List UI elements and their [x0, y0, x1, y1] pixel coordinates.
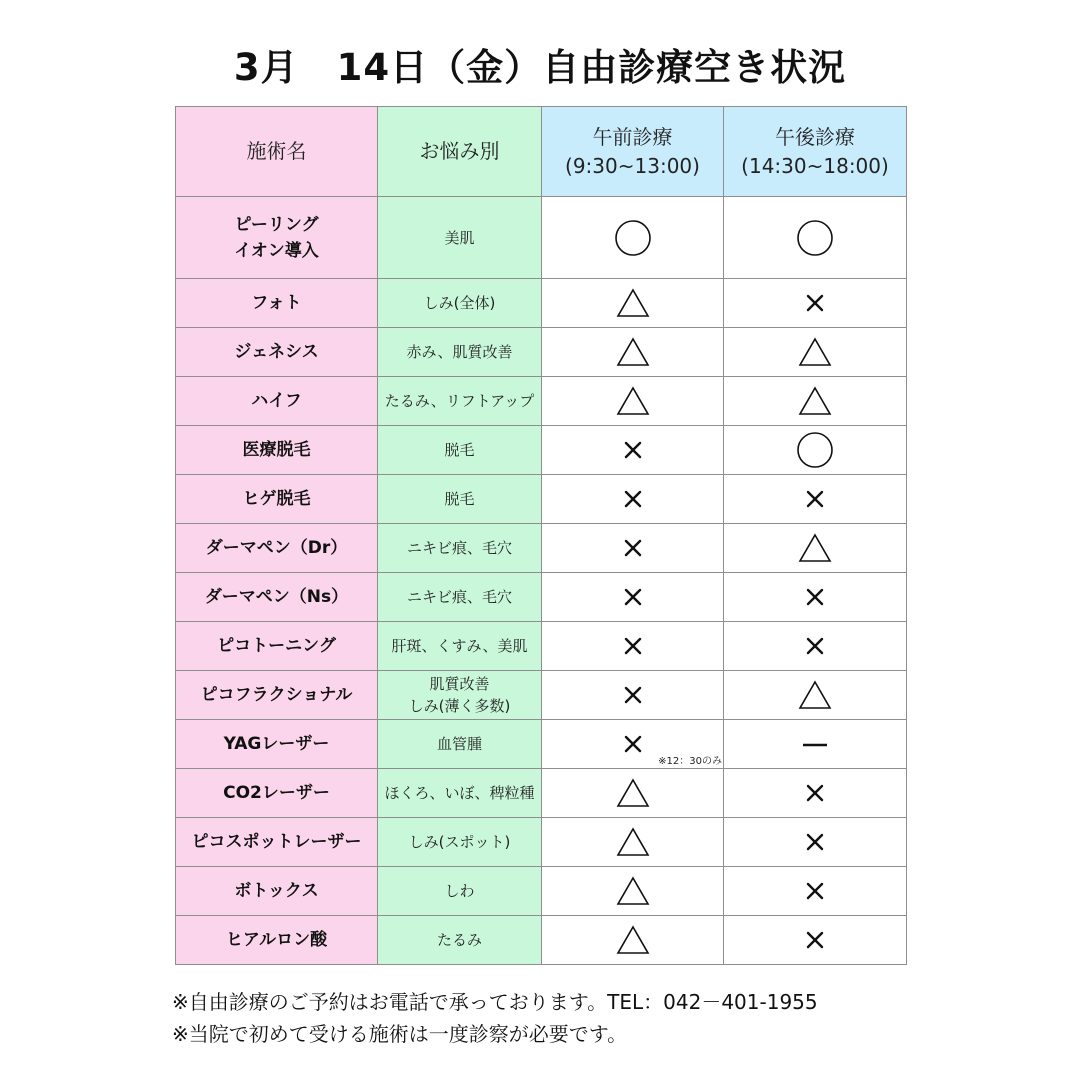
afternoon-availability-cell [724, 377, 907, 426]
table-header-row [176, 107, 907, 197]
cross-mark-icon [623, 587, 643, 607]
table-row [176, 328, 907, 377]
header-treatment-label: 施術名 [246, 139, 307, 163]
treatment-name: ダーマペン（Dr） [205, 538, 348, 558]
table-row [176, 573, 907, 622]
concern-text: 脱毛 [444, 441, 475, 459]
morning-availability-cell [542, 524, 724, 573]
afternoon-availability-cell [724, 916, 907, 965]
triangle-mark-icon [798, 533, 832, 563]
concern-text: たるみ、リフトアップ [384, 392, 535, 410]
concern-cell [378, 475, 542, 524]
cross-mark-icon [623, 734, 643, 754]
header-afternoon [724, 107, 907, 197]
morning-availability-cell [542, 377, 724, 426]
treatment-cell [176, 818, 378, 867]
treatment-cell [176, 426, 378, 475]
treatment-cell [176, 524, 378, 573]
concern-text: しみ(全体) [423, 294, 496, 312]
morning-availability-cell [542, 622, 724, 671]
treatment-cell [176, 671, 378, 720]
header-concern-label: お悩み別 [419, 139, 500, 163]
treatment-name: 医療脱毛 [242, 440, 311, 460]
concern-cell [378, 622, 542, 671]
treatment-name: ヒアルロン酸 [225, 930, 328, 950]
morning-availability-cell [542, 671, 724, 720]
treatment-cell [176, 769, 378, 818]
concern-cell [378, 328, 542, 377]
concern-cell [378, 426, 542, 475]
cross-mark-icon [623, 636, 643, 656]
header-morning-label: 午前診療 (9:30~13:00) [565, 124, 700, 178]
afternoon-availability-cell [724, 197, 907, 279]
cross-mark-icon [805, 293, 825, 313]
morning-availability-cell [542, 720, 724, 769]
treatment-cell [176, 279, 378, 328]
circle-mark-icon [796, 219, 834, 257]
table-row [176, 769, 907, 818]
page-title: 3月 14日（金）自由診療空き状況 [233, 46, 847, 89]
concern-cell [378, 818, 542, 867]
treatment-name: ピコトーニング [217, 636, 336, 656]
treatment-name: ヒゲ脱毛 [242, 489, 311, 509]
concern-text: ニキビ痕、毛穴 [406, 588, 512, 606]
cross-mark-icon [805, 587, 825, 607]
treatment-cell [176, 197, 378, 279]
triangle-mark-icon [798, 337, 832, 367]
morning-slot-note: ※12：30のみ [658, 756, 722, 767]
treatment-cell [176, 622, 378, 671]
treatment-name: ハイフ [251, 391, 302, 411]
concern-cell [378, 916, 542, 965]
cross-mark-icon [805, 881, 825, 901]
afternoon-availability-cell [724, 818, 907, 867]
cross-mark-icon [805, 930, 825, 950]
concern-cell [378, 279, 542, 328]
header-concern [378, 107, 542, 197]
morning-availability-cell [542, 426, 724, 475]
afternoon-availability-cell [724, 279, 907, 328]
table-row [176, 671, 907, 720]
first-visit-note: ※当院で初めて受ける施術は一度診察が必要です。 [172, 1022, 628, 1046]
treatment-cell [176, 916, 378, 965]
concern-cell [378, 524, 542, 573]
morning-availability-cell [542, 279, 724, 328]
cross-mark-icon [805, 636, 825, 656]
table-row [176, 818, 907, 867]
table-row [176, 279, 907, 328]
concern-cell [378, 197, 542, 279]
treatment-name: ピコスポットレーザー [191, 832, 362, 852]
cross-mark-icon [623, 489, 643, 509]
triangle-mark-icon [616, 925, 650, 955]
reservation-note: ※自由診療のご予約はお電話で承っております。TEL：042－401-1955 [172, 990, 818, 1014]
table-row [176, 524, 907, 573]
availability-table [175, 106, 907, 965]
header-morning [542, 107, 724, 197]
table-row [176, 475, 907, 524]
triangle-mark-icon [798, 386, 832, 416]
afternoon-availability-cell [724, 769, 907, 818]
morning-availability-cell [542, 867, 724, 916]
table-row [176, 720, 907, 769]
afternoon-availability-cell [724, 573, 907, 622]
afternoon-availability-cell [724, 867, 907, 916]
morning-availability-cell [542, 475, 724, 524]
header-treatment [176, 107, 378, 197]
afternoon-availability-cell [724, 622, 907, 671]
concern-text: しわ [444, 882, 475, 900]
triangle-mark-icon [616, 778, 650, 808]
morning-availability-cell [542, 769, 724, 818]
table-row [176, 377, 907, 426]
triangle-mark-icon [616, 827, 650, 857]
concern-text: 血管腫 [436, 735, 482, 753]
concern-text: 肌質改善 しみ(薄く多数) [408, 675, 511, 715]
triangle-mark-icon [616, 386, 650, 416]
concern-text: たるみ [436, 931, 482, 949]
treatment-cell [176, 573, 378, 622]
treatment-cell [176, 475, 378, 524]
circle-mark-icon [796, 431, 834, 469]
afternoon-availability-cell [724, 524, 907, 573]
morning-availability-cell [542, 573, 724, 622]
concern-cell [378, 720, 542, 769]
treatment-name: CO2レーザー [223, 783, 330, 803]
treatment-cell [176, 720, 378, 769]
morning-availability-cell [542, 818, 724, 867]
triangle-mark-icon [616, 337, 650, 367]
treatment-cell [176, 867, 378, 916]
concern-cell [378, 671, 542, 720]
treatment-cell [176, 377, 378, 426]
concern-text: 赤み、肌質改善 [406, 343, 513, 361]
table-row [176, 197, 907, 279]
treatment-name: フォト [251, 293, 302, 313]
concern-cell [378, 867, 542, 916]
triangle-mark-icon [798, 680, 832, 710]
dash-mark-icon [802, 742, 828, 748]
treatment-name: ピーリング イオン導入 [234, 214, 319, 261]
afternoon-availability-cell [724, 475, 907, 524]
afternoon-availability-cell [724, 671, 907, 720]
triangle-mark-icon [616, 876, 650, 906]
cross-mark-icon [805, 489, 825, 509]
cross-mark-icon [623, 440, 643, 460]
header-afternoon-label: 午後診療 (14:30~18:00) [741, 124, 889, 178]
concern-text: ニキビ痕、毛穴 [406, 539, 512, 557]
morning-availability-cell [542, 916, 724, 965]
morning-availability-cell [542, 328, 724, 377]
cross-mark-icon [805, 832, 825, 852]
concern-text: しみ(スポット) [408, 833, 511, 851]
triangle-mark-icon [616, 288, 650, 318]
treatment-name: ジェネシス [234, 342, 319, 362]
morning-availability-cell [542, 197, 724, 279]
concern-text: ほくろ、いぼ、稗粒種 [384, 784, 535, 802]
circle-mark-icon [614, 219, 652, 257]
treatment-name: ピコフラクショナル [200, 685, 353, 705]
concern-text: 肝斑、くすみ、美肌 [391, 637, 528, 655]
concern-text: 脱毛 [444, 490, 475, 508]
concern-cell [378, 377, 542, 426]
table-row [176, 916, 907, 965]
table-row [176, 426, 907, 475]
cross-mark-icon [623, 685, 643, 705]
table-row [176, 867, 907, 916]
afternoon-availability-cell [724, 328, 907, 377]
concern-cell [378, 573, 542, 622]
treatment-name: ボトックス [234, 881, 319, 901]
afternoon-availability-cell [724, 426, 907, 475]
afternoon-availability-cell [724, 720, 907, 769]
cross-mark-icon [623, 538, 643, 558]
cross-mark-icon [805, 783, 825, 803]
concern-cell [378, 769, 542, 818]
treatment-cell [176, 328, 378, 377]
treatment-name: ダーマペン（Ns） [204, 587, 349, 607]
treatment-name: YAGレーザー [223, 734, 330, 754]
footer-notes [172, 986, 818, 1050]
table-row [176, 622, 907, 671]
concern-text: 美肌 [444, 228, 475, 247]
